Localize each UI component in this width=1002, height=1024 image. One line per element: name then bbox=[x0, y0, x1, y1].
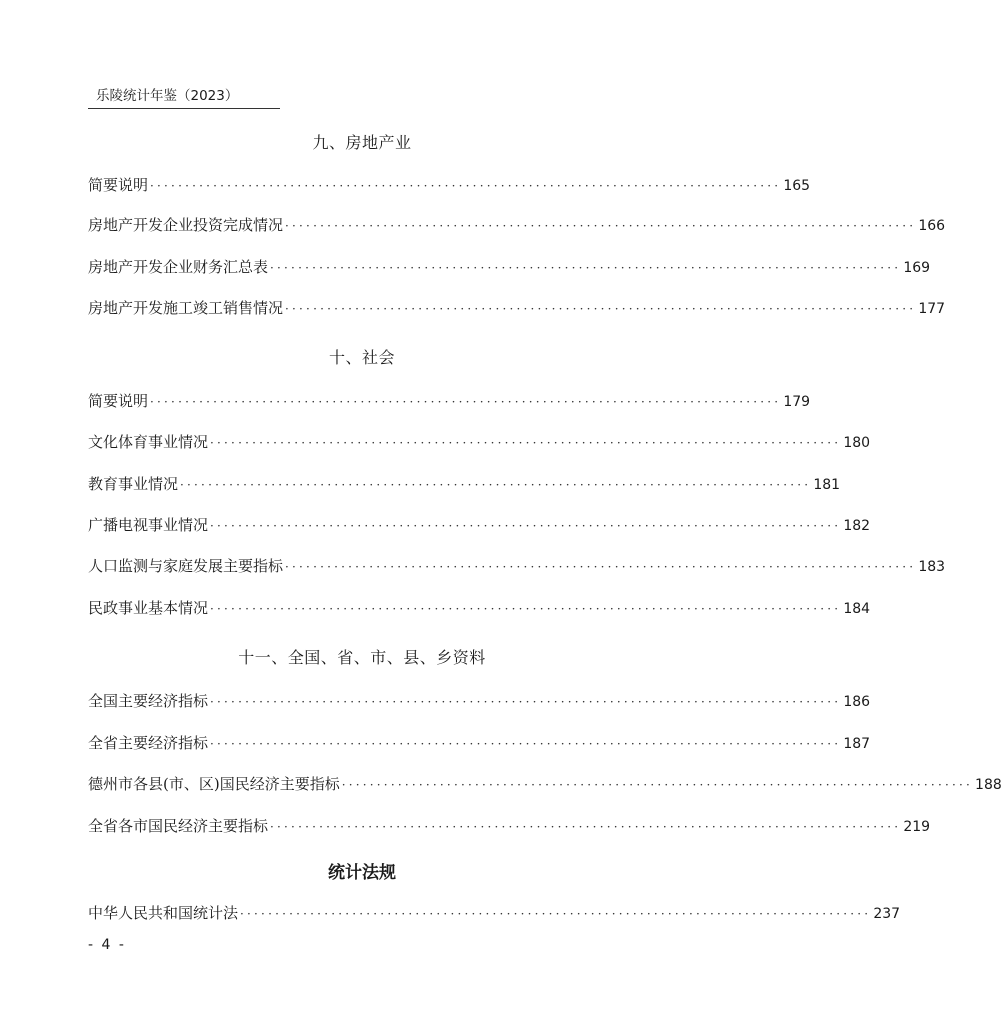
toc-entry-page: 180 bbox=[843, 435, 871, 451]
toc-entry-page: 188 bbox=[975, 777, 1002, 793]
toc-entry[interactable] bbox=[88, 175, 811, 196]
toc-entry-page: 183 bbox=[918, 559, 946, 575]
toc-entry-page: 166 bbox=[918, 218, 946, 234]
section-title-society: 十、社会 bbox=[328, 348, 395, 367]
section-title-comparative-data: 十一、全国、省、市、县、乡资料 bbox=[238, 648, 486, 667]
toc-entry-label: 房地产开发施工竣工销售情况 bbox=[88, 299, 284, 317]
dot-leader: ·························································································· bbox=[180, 478, 812, 492]
toc-entry-label: 房地产开发企业财务汇总表 bbox=[88, 258, 269, 276]
toc-entry-label: 全省主要经济指标 bbox=[88, 734, 209, 752]
toc-entry-page: 179 bbox=[783, 394, 811, 410]
dot-leader: ·························································································· bbox=[285, 302, 917, 316]
section-title-real-estate: 九、房地产业 bbox=[312, 133, 412, 152]
toc-entry-label: 全省各市国民经济主要指标 bbox=[88, 817, 269, 835]
toc-entry-page: 237 bbox=[873, 906, 901, 922]
dot-leader: ·························································································· bbox=[210, 602, 842, 616]
toc-entry-label: 人口监测与家庭发展主要指标 bbox=[88, 557, 284, 575]
toc-entry-page: 182 bbox=[843, 518, 871, 534]
dot-leader: ·························································································· bbox=[210, 519, 842, 533]
toc-entry-page: 186 bbox=[843, 694, 871, 710]
toc-entry-page: 219 bbox=[903, 819, 931, 835]
dot-leader: ·························································································· bbox=[285, 219, 917, 233]
dot-leader: ·························································································· bbox=[210, 695, 842, 709]
toc-entry[interactable] bbox=[88, 598, 871, 619]
toc-entry[interactable] bbox=[88, 215, 946, 236]
toc-entry[interactable] bbox=[88, 515, 871, 536]
toc-entry-label: 简要说明 bbox=[88, 392, 149, 410]
toc-entry[interactable] bbox=[88, 391, 811, 412]
toc-entry-page: 181 bbox=[813, 477, 841, 493]
section-title-statistical-laws: 统计法规 bbox=[328, 863, 396, 883]
dot-leader: ·························································································· bbox=[150, 179, 782, 193]
running-header: 乐陵统计年鉴（2023） bbox=[88, 84, 280, 109]
toc-entry-page: 165 bbox=[783, 178, 811, 194]
toc-entry[interactable] bbox=[88, 257, 931, 278]
toc-entry-label: 德州市各县(市、区)国民经济主要指标 bbox=[88, 775, 340, 793]
dot-leader: ·························································································· bbox=[270, 261, 902, 275]
toc-entry-page: 169 bbox=[903, 260, 931, 276]
toc-entry-label: 中华人民共和国统计法 bbox=[88, 904, 239, 922]
toc-entry-page: 184 bbox=[843, 601, 871, 617]
toc-entry[interactable] bbox=[88, 432, 871, 453]
toc-entry-label: 房地产开发企业投资完成情况 bbox=[88, 216, 284, 234]
toc-entry[interactable] bbox=[88, 774, 1002, 795]
toc-entry-label: 全国主要经济指标 bbox=[88, 692, 209, 710]
dot-leader: ·························································································· bbox=[210, 436, 842, 450]
toc-entry-label: 民政事业基本情况 bbox=[88, 599, 209, 617]
toc-entry[interactable] bbox=[88, 733, 871, 754]
toc-entry-label: 文化体育事业情况 bbox=[88, 433, 209, 451]
toc-entry[interactable] bbox=[88, 298, 946, 319]
dot-leader: ·························································································· bbox=[341, 778, 974, 792]
toc-entry-page: 187 bbox=[843, 736, 871, 752]
dot-leader: ·························································································· bbox=[270, 820, 902, 834]
toc-entry[interactable] bbox=[88, 691, 871, 712]
dot-leader: ·························································································· bbox=[150, 395, 782, 409]
toc-entry-label: 广播电视事业情况 bbox=[88, 516, 209, 534]
dot-leader: ·························································································· bbox=[285, 560, 917, 574]
toc-entry-page: 177 bbox=[918, 301, 946, 317]
dot-leader: ·························································································· bbox=[240, 907, 872, 921]
toc-entry-label: 简要说明 bbox=[88, 176, 149, 194]
toc-entry[interactable] bbox=[88, 816, 931, 837]
toc-entry[interactable] bbox=[88, 903, 901, 924]
toc-entry[interactable] bbox=[88, 556, 946, 577]
toc-entry[interactable] bbox=[88, 474, 841, 495]
dot-leader: ·························································································· bbox=[210, 737, 842, 751]
toc-entry-label: 教育事业情况 bbox=[88, 475, 179, 493]
page-number: - 4 - bbox=[88, 937, 126, 953]
